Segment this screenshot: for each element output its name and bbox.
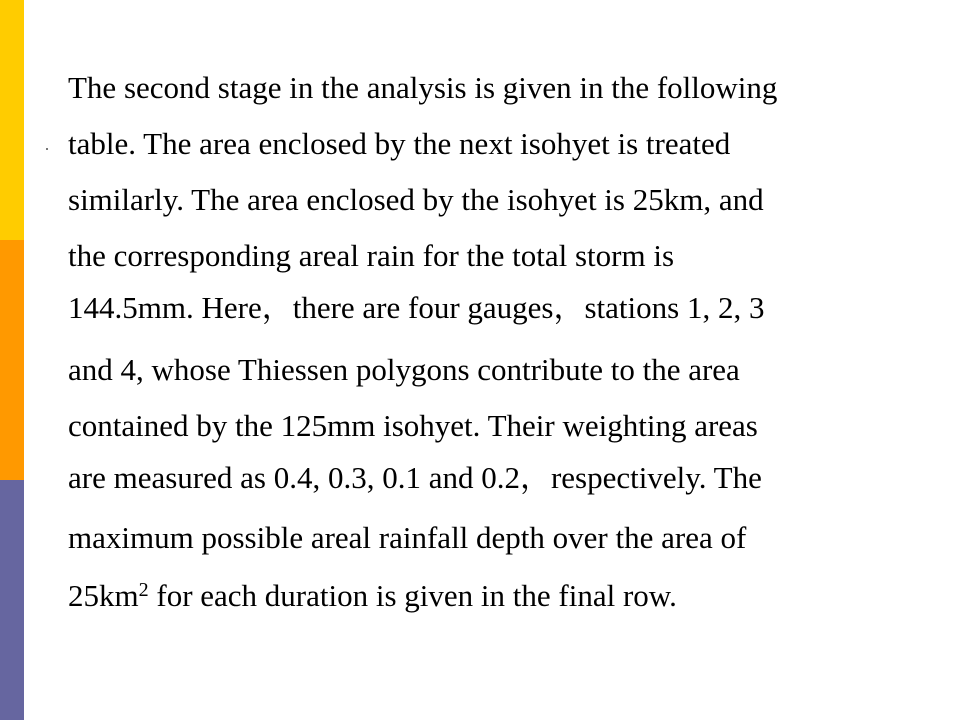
- area-superscript: 2: [138, 579, 149, 601]
- paragraph-line-7: contained by the 125mm isohyet. Their weighting areas: [68, 408, 758, 443]
- paragraph-line-1: The second stage in the analysis is given in the following: [68, 70, 778, 105]
- paragraph-line-6: and 4, whose Thiessen polygons contribute to the area: [68, 352, 740, 387]
- paragraph-line-4: the corresponding areal rain for the total storm is: [68, 238, 675, 273]
- paragraph-line-10: [68, 578, 677, 618]
- paragraph-line-9: maximum possible areal rainfall depth over the area of: [68, 520, 747, 555]
- paragraph-line-8: are measured as 0.4, 0.3, 0.1 and 0.2，respectively. The: [68, 460, 762, 495]
- area-value: 25km: [68, 578, 139, 613]
- paragraph-line-10-text: for each duration is given in the final row.: [148, 578, 677, 613]
- paragraph-line-3: similarly. The area enclosed by the isohyet is 25km, and: [68, 182, 764, 217]
- paragraph-line-5: 144.5mm. Here，there are four gauges，stations 1, 2, 3: [68, 290, 765, 325]
- paragraph-line-2: table. The area enclosed by the next isohyet is treated: [68, 126, 731, 161]
